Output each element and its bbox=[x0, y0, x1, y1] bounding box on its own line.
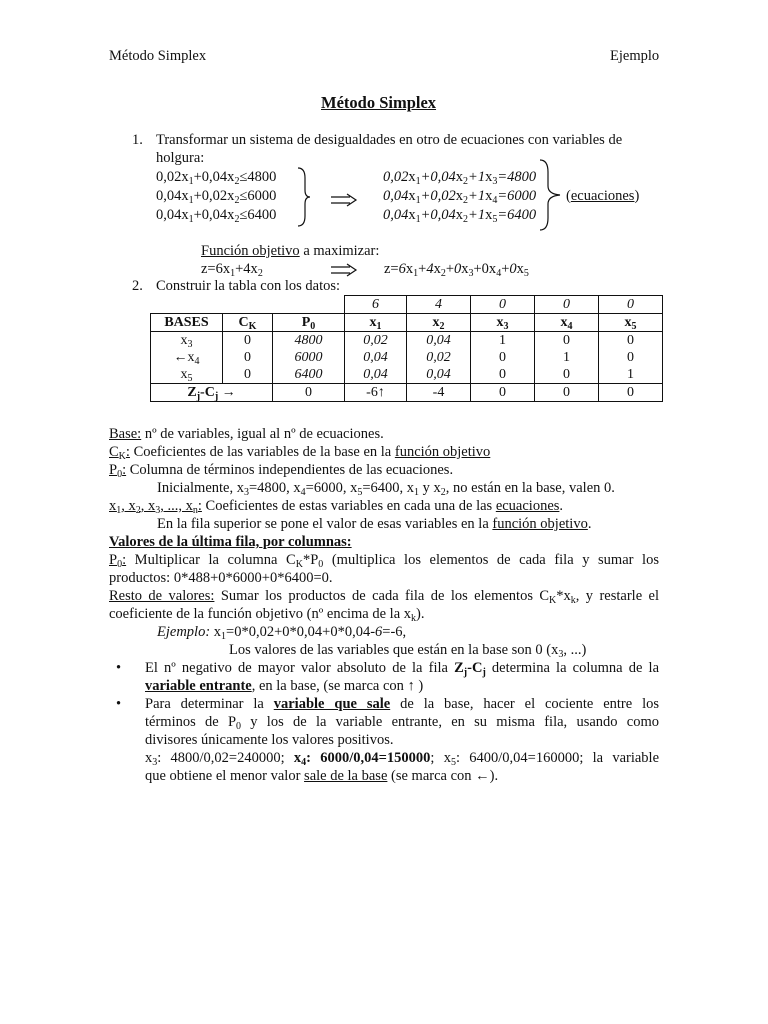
simplex-table bbox=[150, 295, 663, 402]
header-x5: $x_5$ bbox=[599, 314, 663, 332]
note-xs: $x_1$, $x_2$, $x_3$, ..., $x_n$: Coeficientes de estas variables en cada una de las ecuaciones. bbox=[109, 498, 564, 516]
bullet-2-line-1: Para determinar la variable que sale de la base, hacer el cociente entre los bbox=[145, 696, 659, 712]
header-ck: $C_K$ bbox=[223, 314, 273, 332]
equation-2: $0,04x_1+0,02x_2+1x_4=6000$ bbox=[383, 188, 537, 206]
page-title: Método Simplex bbox=[321, 93, 437, 112]
note-fila: En la fila superior se pone el valor de esas variables en la función objetivo. bbox=[157, 516, 592, 532]
table-cell: 0 bbox=[599, 349, 663, 366]
table-cell: 4800 bbox=[273, 332, 345, 350]
table-cell: 0 bbox=[471, 296, 535, 314]
step-2-number: 2. bbox=[132, 278, 143, 294]
step-1-line-2: holgura: bbox=[156, 150, 205, 166]
table-cell: 6400 bbox=[273, 366, 345, 384]
table-cell: 0,04 bbox=[407, 366, 471, 384]
note-p0b-line-2: productos: 0*488+0*6000+0*6400=0. bbox=[109, 570, 333, 586]
table-cell: 0 bbox=[599, 296, 663, 314]
objective-function: $z=6x_1+4x_2$ bbox=[201, 261, 263, 279]
header-x3: $x_3$ bbox=[471, 314, 535, 332]
step-1-line-1: Transformar un sistema de desigualdades en otro de ecuaciones con variables de bbox=[156, 132, 623, 148]
bullet-2-line-4: $x_3$: 4800/0,02=240000; $x_4$: 6000/0,04=150000; $x_5$: 6400/0,04=160000; la variable bbox=[145, 750, 660, 768]
bullet-2-line-2: términos de $P_0$ y los de la variable entrante, en su misma fila, usando como bbox=[145, 714, 659, 732]
inequality-2: $0,04x_1+0,02x_2\le 6000$ bbox=[156, 188, 277, 206]
bullet-1-line-2: variable entrante, en la base, (se marca con ↑ ) bbox=[145, 678, 424, 694]
zj-cj-label: $Z_j-C_j$ → bbox=[151, 384, 273, 402]
table-row bbox=[151, 349, 663, 366]
table-cell: 0 bbox=[599, 332, 663, 350]
bullet-1-line-1: El nº negativo de mayor valor absoluto de la fila $Z_j-C_j$ determina la columna de la bbox=[145, 660, 659, 678]
table-cell: 0 bbox=[471, 366, 535, 384]
table-cell: 4 bbox=[407, 296, 471, 314]
equation-3: $0,04x_1+0,04x_2+1x_5=6400$ bbox=[383, 207, 537, 225]
step-2-text: Construir la tabla con los datos: bbox=[156, 278, 341, 294]
note-resto-line-2: coeficiente de la función objetivo (nº encima de la $x_k$). bbox=[109, 606, 425, 624]
table-row bbox=[151, 366, 663, 384]
table-cell: -6↑ bbox=[345, 384, 407, 402]
table-cell: $x_3$ bbox=[151, 332, 223, 350]
note-p0b-line-1: $P_0$: Multiplicar la columna $C_K*P_0$ (multiplica los elementos de cada fila y sumar los bbox=[109, 552, 659, 570]
objective-label: Función objetivo a maximizar: bbox=[201, 243, 380, 259]
table-cell: 0 bbox=[223, 332, 273, 350]
header-x1: $x_1$ bbox=[345, 314, 407, 332]
header-left: Método Simplex bbox=[109, 48, 207, 64]
table-header-row bbox=[151, 314, 663, 332]
table-cell: 0 bbox=[599, 384, 663, 402]
header-bases: BASES bbox=[151, 314, 223, 332]
header-right: Ejemplo bbox=[610, 48, 660, 64]
table-cell: 0,04 bbox=[345, 349, 407, 366]
header-x2: $x_2$ bbox=[407, 314, 471, 332]
note-ejemplo: Ejemplo: $x_1=0*0,02+0*0,04+0*0,04-6=-6$, bbox=[157, 624, 407, 642]
table-row bbox=[151, 332, 663, 350]
objective-function-expanded: $z=6x_1+4x_2+0x_3+0x_4+0x_5$ bbox=[384, 261, 529, 279]
bullet-2-line-5: que obtiene el menor valor sale de la base (se marca con ←). bbox=[145, 768, 499, 784]
table-cell: 1 bbox=[471, 332, 535, 350]
table-cell: 1 bbox=[599, 366, 663, 384]
note-ck: $C_K$: Coeficientes de las variables de la base en la función objetivo bbox=[109, 444, 491, 462]
table-cell: 0,02 bbox=[345, 332, 407, 350]
bullet-1-marker: • bbox=[116, 660, 122, 676]
table-cell: 6000 bbox=[273, 349, 345, 366]
header-x4: $x_4$ bbox=[535, 314, 599, 332]
equation-1: $0,02x_1+0,04x_2+1x_3=4800$ bbox=[383, 169, 537, 187]
implies-arrow-icon bbox=[330, 193, 358, 207]
ecuaciones-label: (ecuaciones) bbox=[566, 188, 640, 204]
table-cell: 6 bbox=[345, 296, 407, 314]
note-base-vals: Los valores de las variables que están en la base son 0 ($x_3$, ...) bbox=[229, 642, 587, 660]
right-brace bbox=[296, 166, 312, 228]
bullet-2-marker: • bbox=[116, 696, 122, 712]
table-cell: $x_5$ bbox=[151, 366, 223, 384]
table-cell: 0 bbox=[273, 384, 345, 402]
table-cell: 0,04 bbox=[407, 332, 471, 350]
note-p0: $P_0$: Columna de términos independientes de las ecuaciones. bbox=[109, 462, 454, 480]
table-cell: 0 bbox=[471, 384, 535, 402]
note-resto-line-1: Resto de valores: Sumar los productos de cada fila de los elementos $C_K*x_k$, y restarle el bbox=[109, 588, 659, 606]
note-base: Base: nº de variables, igual al nº de ecuaciones. bbox=[109, 426, 384, 442]
table-cell: 0 bbox=[535, 296, 599, 314]
note-initial: Inicialmente, $x_3=4800$, $x_4=6000$, $x_5=6400$, $x_1$ y $x_2$, no están en la base, valen 0. bbox=[157, 480, 615, 498]
table-cell: 0 bbox=[535, 384, 599, 402]
table-cell: 0 bbox=[535, 332, 599, 350]
header-p0: $P_0$ bbox=[273, 314, 345, 332]
table-cell: 1 bbox=[535, 349, 599, 366]
table-top-row bbox=[151, 296, 663, 314]
inequality-1: $0,02x_1+0,04x_2\le 4800$ bbox=[156, 169, 277, 187]
valores-heading: Valores de la última fila, por columnas: bbox=[109, 534, 352, 550]
table-cell: 0 bbox=[223, 349, 273, 366]
table-cell: 0 bbox=[535, 366, 599, 384]
implies-arrow-icon-2 bbox=[330, 263, 358, 277]
table-cell: 0 bbox=[223, 366, 273, 384]
table-last-row bbox=[151, 384, 663, 402]
table-cell: 0,02 bbox=[407, 349, 471, 366]
step-1-number: 1. bbox=[132, 132, 143, 148]
table-cell: 0,04 bbox=[345, 366, 407, 384]
equations-brace bbox=[538, 158, 564, 232]
table-cell: 0 bbox=[471, 349, 535, 366]
bullet-2-line-3: divisores únicamente los valores positivos. bbox=[145, 732, 394, 748]
inequality-3: $0,04x_1+0,04x_2\le 6400$ bbox=[156, 207, 277, 225]
table-cell: -4 bbox=[407, 384, 471, 402]
table-cell: $\leftarrow x_4$ bbox=[151, 349, 223, 366]
